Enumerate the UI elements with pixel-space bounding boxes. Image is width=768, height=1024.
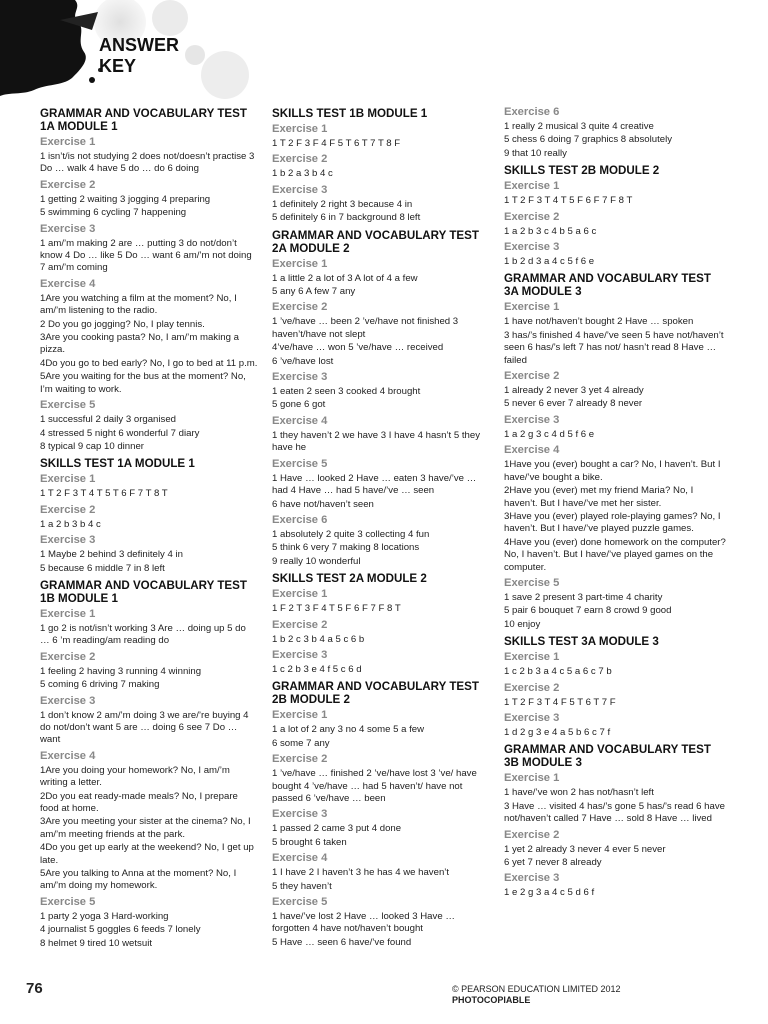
exercise-title: Exercise 1 (272, 257, 328, 270)
answer-line: 1 definitely 2 right 3 because 4 in (272, 198, 413, 210)
test-section (504, 635, 726, 739)
test-section (272, 680, 490, 949)
answer-line: 5 coming 6 driving 7 making (40, 679, 160, 691)
answer-line: 1 feeling 2 having 3 running 4 winning (40, 665, 202, 677)
answer-line: 6 some 7 any (272, 737, 330, 749)
section-heading: GRAMMAR AND VOCABULARY TEST 1B MODULE 1 (40, 578, 247, 605)
section-heading: SKILLS TEST 1A MODULE 1 (40, 457, 195, 471)
answer-column-1 (40, 103, 258, 953)
section-heading: GRAMMAR AND VOCABULARY TEST 2A MODULE 2 (272, 228, 479, 255)
answer-line: 3Are you cooking pasta? No, I am/’m making a pizza. (40, 332, 239, 356)
exercise-title: Exercise 4 (40, 277, 96, 290)
answer-line: 1 really 2 musical 3 quite 4 creative (504, 121, 654, 132)
answer-line: 1 successful 2 daily 3 organised (40, 414, 176, 426)
exercise-title: Exercise 6 (504, 106, 560, 118)
exercise-title: Exercise 1 (504, 772, 560, 785)
exercise-title: Exercise 4 (272, 414, 328, 427)
section-heading: GRAMMAR AND VOCABULARY TEST 1A MODULE 1 (40, 107, 247, 133)
answer-line: 5 Have … seen 6 have/’ve found (272, 936, 412, 948)
answer-line: 2Have you (ever) met my friend Maria? No, I haven’t. But I have/’ve met her sister. (504, 485, 694, 509)
answer-line: 1 already 2 never 3 yet 4 already (504, 385, 644, 397)
exercise-title: Exercise 5 (504, 576, 560, 589)
answer-line: 5 any 6 A few 7 any (272, 286, 356, 298)
copyright-text: © PEARSON EDUCATION LIMITED 2012 (452, 984, 621, 994)
answer-line: 2 Do you go jogging? No, I play tennis. (40, 318, 205, 330)
answer-line: 1 have/’ve won 2 has not/hasn’t left (504, 787, 654, 799)
answer-line: 10 enjoy (504, 618, 541, 630)
answer-line: 5 definitely 6 in 7 background 8 left (272, 212, 421, 224)
answer-line: 1 a 2 b 3 c 4 b 5 a 6 c (504, 225, 597, 237)
answer-line: 1 Maybe 2 behind 3 definitely 4 in (40, 549, 183, 561)
exercise-title: Exercise 5 (40, 895, 96, 908)
answer-line: 1 don’t know 2 am/’m doing 3 we are/’re buying 4 do not/don’t want 5 are … doing 6 see 7 Do … want (40, 709, 249, 746)
exercise-title: Exercise 3 (272, 183, 328, 196)
answer-line: 5 gone 6 got (272, 399, 326, 411)
answer-line: 1 getting 2 waiting 3 jogging 4 preparing (40, 193, 211, 205)
answer-line: 5 they haven’t (272, 880, 332, 892)
answer-line: 1 F 2 T 3 F 4 T 5 F 6 F 7 F 8 T (272, 603, 401, 615)
photocopiable-label: PHOTOCOPIABLE (452, 995, 531, 1005)
exercise-title: Exercise 3 (504, 872, 560, 885)
exercise-title: Exercise 2 (272, 301, 328, 314)
title-line1: ANSWER (99, 35, 179, 55)
test-section (272, 229, 490, 569)
answer-line: 6 ’ve/have lost (272, 355, 334, 367)
answer-line: 5 chess 6 doing 7 graphics 8 absolutely (504, 134, 672, 146)
answer-line: 2Do you eat ready-made meals? No, I prepare food at home. (40, 790, 238, 814)
test-section (504, 106, 726, 160)
exercise-title: Exercise 2 (272, 618, 328, 631)
answer-line: 5 swimming 6 cycling 7 happening (40, 207, 187, 219)
answer-line: 1 yet 2 already 3 never 4 ever 5 never (504, 843, 666, 855)
answer-line: 8 helmet 9 tired 10 wetsuit (40, 937, 152, 949)
answer-line: 4Do you go to bed early? No, I go to bed at 11 p.m. (40, 357, 258, 369)
answer-line: 1 c 2 b 3 e 4 f 5 c 6 d (272, 663, 362, 675)
answer-line: 1 a 2 b 3 b 4 c (40, 518, 101, 530)
exercise-title: Exercise 1 (272, 588, 328, 601)
exercise-title: Exercise 3 (272, 808, 328, 821)
test-section (40, 457, 258, 575)
exercise-title: Exercise 3 (504, 711, 560, 724)
answer-line: 1 save 2 present 3 part-time 4 charity (504, 591, 663, 603)
answer-line: 1 isn’t/is not studying 2 does not/doesn’t practise 3 Do … walk 4 have 5 do … do 6 doing (40, 151, 255, 175)
exercise-title: Exercise 5 (272, 457, 328, 470)
answer-line: 1 a 2 g 3 c 4 d 5 f 6 e (504, 428, 595, 440)
answer-line: 4Do you get up early at the weekend? No, I get up late. (40, 842, 254, 866)
answer-line: 1 T 2 F 3 T 4 T 5 F 6 F 7 F 8 T (504, 195, 633, 207)
answer-line: 1 d 2 g 3 e 4 a 5 b 6 c 7 f (504, 726, 611, 738)
test-section (504, 743, 726, 899)
exercise-title: Exercise 3 (504, 241, 560, 254)
answer-line: 5 pair 6 bouquet 7 earn 8 crowd 9 good (504, 605, 672, 617)
answer-line: 5 never 6 ever 7 already 8 never (504, 398, 643, 410)
test-section (272, 572, 490, 676)
answer-line: 1 have/’ve lost 2 Have … looked 3 Have … forgotten 4 have not/haven’t bought (272, 911, 455, 935)
section-heading: SKILLS TEST 2B MODULE 2 (504, 164, 660, 178)
exercise-title: Exercise 1 (504, 180, 560, 193)
exercise-title: Exercise 1 (40, 136, 96, 148)
exercise-title: Exercise 2 (504, 370, 560, 383)
answer-line: 1 e 2 g 3 a 4 c 5 d 6 f (504, 887, 595, 899)
answer-line: 4Have you (ever) done homework on the computer? No, I haven’t. But I have/’ve played games on the computer. (504, 536, 726, 573)
answer-line: 1Are you watching a film at the moment? No, I am/’m listening to the radio. (40, 292, 237, 317)
answer-line: 1 a little 2 a lot of 3 A lot of 4 a few (272, 272, 418, 284)
answer-line: 1 T 2 F 3 T 4 F 5 T 6 T 7 F (504, 696, 616, 708)
exercise-title: Exercise 6 (272, 513, 328, 526)
title-line2: KEY (99, 56, 137, 76)
exercise-title: Exercise 3 (272, 648, 328, 661)
exercise-title: Exercise 4 (40, 749, 96, 762)
answer-line: 8 typical 9 cap 10 dinner (40, 440, 144, 452)
answer-line: 6 yet 7 never 8 already (504, 857, 602, 868)
answer-line: 5 brought 6 taken (272, 836, 347, 848)
exercise-title: Exercise 3 (504, 413, 560, 426)
exercise-title: Exercise 1 (272, 123, 328, 135)
test-section (272, 107, 490, 225)
answer-column-3 (504, 103, 726, 903)
answer-line: 3 has/’s finished 4 have/’ve seen 5 have not/haven’t seen 6 has/’s left 7 has not/ hasn’t read 8 Have … failed (504, 329, 724, 366)
answer-line: 1 I have 2 I haven’t 3 he has 4 we haven’t (272, 867, 450, 879)
answer-line: 3Are you meeting your sister at the cinema? No, I am/’m meeting friends at the park. (40, 816, 251, 840)
exercise-title: Exercise 2 (504, 681, 560, 694)
answer-line: 1 am/’m making 2 are … putting 3 do not/don’t know 4 Do … like 5 Do … want 6 am/’m not doing 7 am/’m coming (40, 237, 252, 274)
exercise-title: Exercise 3 (40, 534, 96, 547)
answer-line: 1 T 2 F 3 T 4 T 5 T 6 F 7 T 8 T (40, 488, 168, 500)
test-section (40, 579, 258, 950)
section-heading: SKILLS TEST 1B MODULE 1 (272, 107, 428, 120)
exercise-title: Exercise 2 (272, 753, 328, 766)
answer-line: 5 because 6 middle 7 in 8 left (40, 562, 165, 574)
exercise-title: Exercise 4 (504, 444, 560, 457)
copyright-notice (452, 984, 621, 1006)
answer-line: 5Are you talking to Anna at the moment? No, I am/’m doing my homework. (40, 868, 237, 892)
answer-line: 1 Have … looked 2 Have … eaten 3 have/’ve … had 4 Have … had 5 have/’ve … seen (272, 472, 477, 497)
answer-line: 1 a lot of 2 any 3 no 4 some 5 a few (272, 724, 424, 736)
page-number: 76 (26, 980, 43, 997)
exercise-title: Exercise 2 (272, 153, 328, 166)
answer-line: 1 b 2 c 3 b 4 a 5 c 6 b (272, 633, 365, 645)
section-heading: SKILLS TEST 2A MODULE 2 (272, 572, 427, 586)
answer-line: 1 they haven’t 2 we have 3 I have 4 hasn’t 5 they have he (272, 429, 481, 454)
answer-line: 4 journalist 5 goggles 6 feeds 7 lonely (40, 924, 201, 936)
answer-line: 3 Have … visited 4 has/’s gone 5 has/’s read 6 have not/haven’t called 7 Have … sold 8 Have … lived (504, 800, 725, 825)
answer-line: 1 b 2 a 3 b 4 c (272, 168, 333, 180)
answer-key-title (99, 35, 179, 77)
answer-line: 1 T 2 F 3 F 4 F 5 T 6 T 7 T 8 F (272, 138, 401, 149)
exercise-title: Exercise 5 (40, 399, 96, 412)
exercise-title: Exercise 1 (504, 651, 560, 664)
section-heading: GRAMMAR AND VOCABULARY TEST 3B MODULE 3 (504, 743, 711, 770)
answer-line: 1 have not/haven’t bought 2 Have … spoken (504, 316, 694, 328)
exercise-title: Exercise 2 (504, 828, 560, 841)
answer-line: 5Are you waiting for the bus at the moment? No, I’m waiting to work. (40, 371, 246, 395)
exercise-title: Exercise 2 (40, 503, 96, 516)
exercise-title: Exercise 3 (272, 371, 328, 384)
answer-line: 9 that 10 really (504, 147, 567, 159)
section-heading: GRAMMAR AND VOCABULARY TEST 2B MODULE 2 (272, 680, 479, 707)
answer-line: 1 go 2 is not/isn’t working 3 Are … doing up 5 do … 6 ’m reading/am reading do (40, 622, 246, 647)
answer-line: 1Are you doing your homework? No, I am/’m writing a letter. (40, 764, 230, 789)
exercise-title: Exercise 3 (40, 222, 96, 235)
answer-line: 1 c 2 b 3 a 4 c 5 a 6 c 7 b (504, 666, 612, 678)
test-section (40, 107, 258, 453)
answer-column-2 (272, 103, 490, 952)
answer-line: 9 really 10 wonderful (272, 555, 361, 567)
exercise-title: Exercise 1 (40, 473, 96, 486)
exercise-title: Exercise 2 (40, 650, 96, 663)
answer-line: 6 have not/haven’t seen (272, 498, 374, 510)
exercise-title: Exercise 3 (40, 694, 96, 707)
section-heading: SKILLS TEST 3A MODULE 3 (504, 635, 659, 649)
exercise-title: Exercise 1 (504, 301, 560, 314)
exercise-title: Exercise 2 (40, 178, 96, 191)
answer-line: 3Have you (ever) played role-playing games? No, I haven’t. But I have/’ve played puzzle games. (504, 510, 721, 535)
answer-line: 4’ve/have … won 5 ’ve/have … received (272, 342, 444, 354)
exercise-title: Exercise 1 (272, 709, 328, 722)
exercise-title: Exercise 2 (504, 210, 560, 223)
answer-line: 1 ’ve/have … finished 2 ’ve/have lost 3 ’ve/ have bought 4 ’ve/have … had 5 haven’t/ have not passed 6 ’ve/have … been (272, 768, 477, 804)
answer-line: 1 absolutely 2 quite 3 collecting 4 fun (272, 528, 430, 540)
answer-line: 5 think 6 very 7 making 8 locations (272, 542, 420, 554)
answer-line: 1 party 2 yoga 3 Hard-working (40, 910, 169, 922)
answer-line: 4 stressed 5 night 6 wonderful 7 diary (40, 427, 200, 439)
answer-line: 1 eaten 2 seen 3 cooked 4 brought (272, 386, 421, 398)
section-heading: GRAMMAR AND VOCABULARY TEST 3A MODULE 3 (504, 272, 711, 299)
exercise-title: Exercise 1 (40, 607, 96, 620)
test-section (504, 164, 726, 268)
exercise-title: Exercise 5 (272, 896, 328, 908)
test-section (504, 272, 726, 631)
answer-line: 1 b 2 d 3 a 4 c 5 f 6 e (504, 256, 595, 268)
exercise-title: Exercise 4 (272, 852, 328, 865)
answer-line: 1 passed 2 came 3 put 4 done (272, 823, 402, 835)
answer-line: 1 ’ve/have … been 2 ’ve/have not finished 3 haven’t/have not slept (272, 316, 459, 340)
answer-line: 1Have you (ever) bought a car? No, I haven’t. But I have/’ve bought a bike. (504, 459, 721, 483)
